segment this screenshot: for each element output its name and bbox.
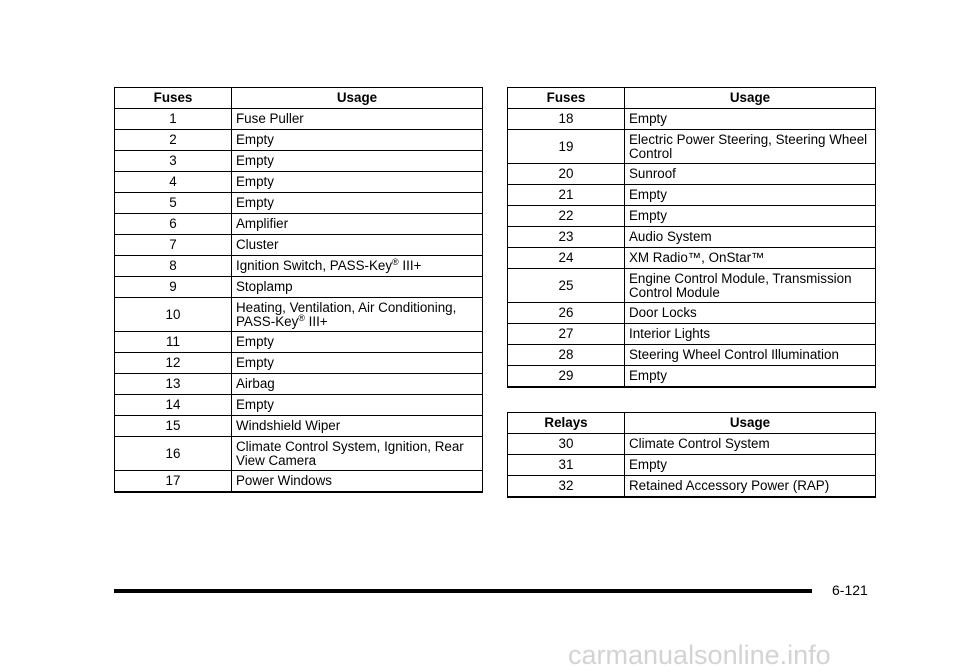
table-row	[115, 374, 483, 395]
table-row	[115, 256, 483, 277]
table-row	[115, 214, 483, 235]
table-row	[115, 130, 483, 151]
fuse-usage: Power Windows	[232, 471, 483, 493]
fuse-number: 7	[115, 235, 232, 256]
fuses-table-1-17	[114, 87, 483, 493]
table-row	[508, 185, 876, 206]
fuse-usage	[232, 256, 483, 277]
fuse-number: 22	[508, 206, 625, 227]
table-row	[508, 227, 876, 248]
relay-number: 30	[508, 434, 625, 455]
fuse-number: 15	[115, 416, 232, 437]
fuse-number: 18	[508, 109, 625, 130]
fuse-usage: Empty	[625, 185, 876, 206]
fuse-number: 27	[508, 324, 625, 345]
fuse-number: 17	[115, 471, 232, 493]
table-row	[115, 437, 483, 471]
table-row	[508, 130, 876, 164]
header-usage: Usage	[625, 88, 876, 109]
fuse-usage: Airbag	[232, 374, 483, 395]
fuse-usage: Sunroof	[625, 164, 876, 185]
table-row	[115, 298, 483, 332]
fuse-number: 19	[508, 130, 625, 164]
table-row	[115, 277, 483, 298]
header-relays: Relays	[508, 413, 625, 434]
table-header-row	[115, 88, 483, 109]
table-row	[115, 353, 483, 374]
table-row	[115, 395, 483, 416]
fuse-usage: Empty	[232, 193, 483, 214]
fuse-number: 23	[508, 227, 625, 248]
fuse-usage: Empty	[625, 206, 876, 227]
registered-mark: ®	[392, 257, 399, 267]
table-row	[508, 164, 876, 185]
fuse-usage: Climate Control System, Ignition, Rear View Camera	[232, 437, 483, 471]
table-row	[508, 476, 876, 498]
fuse-number: 5	[115, 193, 232, 214]
fuse-number: 8	[115, 256, 232, 277]
fuse-usage: Empty	[232, 332, 483, 353]
header-fuses: Fuses	[508, 88, 625, 109]
relay-usage: Retained Accessory Power (RAP)	[625, 476, 876, 498]
fuse-usage: XM Radio™, OnStar™	[625, 248, 876, 269]
usage-text-suffix: III+	[398, 258, 422, 273]
table-row	[508, 324, 876, 345]
footer-rule	[114, 589, 812, 593]
fuse-usage: Electric Power Steering, Steering Wheel Control	[625, 130, 876, 164]
table-row	[508, 366, 876, 388]
table-row	[508, 455, 876, 476]
page-number: 6-121	[832, 582, 868, 598]
table-row	[508, 109, 876, 130]
fuse-number: 25	[508, 269, 625, 303]
table-row	[115, 471, 483, 493]
fuse-number: 16	[115, 437, 232, 471]
table-row	[508, 269, 876, 303]
fuse-usage: Empty	[625, 366, 876, 388]
table-row	[508, 248, 876, 269]
fuse-usage: Amplifier	[232, 214, 483, 235]
fuse-number: 11	[115, 332, 232, 353]
relays-table	[507, 412, 876, 498]
relay-usage: Empty	[625, 455, 876, 476]
table-row	[115, 235, 483, 256]
fuse-usage: Interior Lights	[625, 324, 876, 345]
fuse-number: 9	[115, 277, 232, 298]
table-row	[508, 434, 876, 455]
table-row	[508, 206, 876, 227]
fuse-number: 26	[508, 303, 625, 324]
fuse-number: 1	[115, 109, 232, 130]
table-row	[115, 193, 483, 214]
fuse-number: 21	[508, 185, 625, 206]
fuse-usage: Empty	[625, 109, 876, 130]
table-row	[115, 109, 483, 130]
fuse-number: 24	[508, 248, 625, 269]
table-row	[508, 303, 876, 324]
fuse-number: 3	[115, 151, 232, 172]
fuses-table-18-29	[507, 87, 876, 388]
table-row	[115, 332, 483, 353]
fuse-number: 4	[115, 172, 232, 193]
table-row	[115, 172, 483, 193]
header-fuses: Fuses	[115, 88, 232, 109]
table-header-row	[508, 413, 876, 434]
fuse-number: 12	[115, 353, 232, 374]
fuse-usage: Windshield Wiper	[232, 416, 483, 437]
table-row	[115, 151, 483, 172]
table-row	[115, 416, 483, 437]
fuse-usage: Fuse Puller	[232, 109, 483, 130]
fuse-number: 2	[115, 130, 232, 151]
fuse-number: 14	[115, 395, 232, 416]
fuse-usage: Empty	[232, 395, 483, 416]
relay-usage: Climate Control System	[625, 434, 876, 455]
registered-mark: ®	[298, 312, 305, 323]
fuse-number: 10	[115, 298, 232, 332]
watermark: carmanualsonline.info	[568, 640, 831, 670]
fuse-usage	[232, 298, 483, 332]
fuse-number: 29	[508, 366, 625, 388]
fuse-usage: Cluster	[232, 235, 483, 256]
table-row	[508, 345, 876, 366]
fuse-number: 13	[115, 374, 232, 395]
fuse-number: 20	[508, 164, 625, 185]
header-usage: Usage	[625, 413, 876, 434]
fuse-usage: Stoplamp	[232, 277, 483, 298]
usage-text: Ignition Switch, PASS-Key	[236, 258, 393, 273]
fuse-usage: Door Locks	[625, 303, 876, 324]
relay-number: 31	[508, 455, 625, 476]
header-usage: Usage	[232, 88, 483, 109]
fuse-usage: Empty	[232, 172, 483, 193]
usage-text-suffix: III+	[304, 313, 328, 329]
fuse-number: 6	[115, 214, 232, 235]
table-header-row	[508, 88, 876, 109]
fuse-usage: Empty	[232, 151, 483, 172]
fuse-usage: Audio System	[625, 227, 876, 248]
fuse-number: 28	[508, 345, 625, 366]
fuse-usage: Empty	[232, 353, 483, 374]
fuse-usage: Steering Wheel Control Illumination	[625, 345, 876, 366]
usage-text: Heating, Ventilation, Air Conditioning, PASS-Key	[236, 299, 457, 329]
fuse-usage: Engine Control Module, Transmission Control Module	[625, 269, 876, 303]
fuse-usage: Empty	[232, 130, 483, 151]
relay-number: 32	[508, 476, 625, 498]
